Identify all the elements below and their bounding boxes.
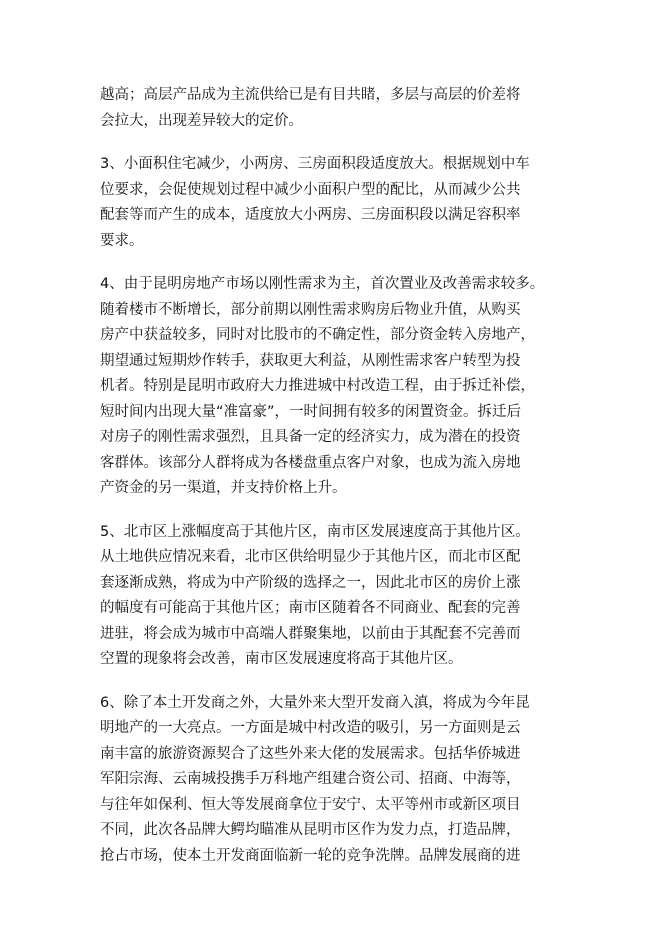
text-line: 空置的现象将会改善，南市区发展速度将高于其他片区。 — [100, 651, 463, 667]
paragraph-1 — [100, 83, 580, 134]
text-line: 与往年如保利、恒大等发展商拿位于安宁、太平等州市或新区项目 — [100, 796, 521, 813]
paragraph-4 — [100, 520, 580, 673]
text-line: 产资金的另一渠道，并支持价格上升。 — [100, 480, 347, 496]
text-line: 6、除了本土开发商之外，大量外来大型开发商入滇，将成为今年昆 — [100, 694, 530, 711]
text-line: 军阳宗海、云南城投携手万科地产组建合资公司、招商、中海等， — [100, 771, 521, 787]
text-line: 4、由于昆明房地产市场以刚性需求为主，首次置业及改善需求较多。 — [100, 276, 545, 292]
text-line: 进驻，将会成为城市中高端人群聚集地，以前由于其配套不完善而 — [100, 625, 521, 642]
text-line: 不同，此次各品牌大鳄均瞄准从昆明市区作为发力点，打造品牌， — [100, 822, 521, 838]
paragraph-3 — [100, 272, 580, 502]
text-line: 明地产的一大亮点。一方面是城中村改造的吸引，另一方面则是云 — [100, 720, 521, 736]
text-line: 从土地供应情况来看，北市区供给明显少于其他片区，而北市区配 — [100, 549, 521, 565]
text-line: 对房子的刚性需求强烈，且具备一定的经济实力，成为潜在的投资 — [100, 429, 521, 445]
text-line: 3、小面积住宅减少，小两房、三房面积段适度放大。根据规划中车 — [100, 156, 530, 172]
text-line: 机者。特别是昆明市政府大力推进城中村改造工程，由于拆迁补偿， — [100, 378, 535, 394]
text-line: 期望通过短期炒作转手，获取更大利益，从刚性需求客户转型为投 — [100, 352, 521, 369]
text-line: 要求。 — [100, 232, 144, 249]
text-line: 南丰富的旅游资源契合了这些外来大佬的发展需求。包括华侨城进 — [100, 745, 521, 762]
document-body — [100, 83, 580, 869]
paragraph-5 — [100, 691, 580, 870]
text-line: 5、北市区上涨幅度高于其他片区，南市区发展速度高于其他片区。 — [100, 523, 530, 540]
text-line: 位要求，会促使规划过程中减少小面积户型的配比，从而减少公共 — [100, 181, 521, 198]
text-line: 短时间内出现大量“准富豪”，一时间拥有较多的闲置资金。拆迁后 — [100, 403, 522, 420]
text-line: 配套等而产生的成本，适度放大小两房、三房面积段以满足容积率 — [100, 207, 521, 223]
paragraph-2 — [100, 152, 580, 254]
text-line: 随着楼市不断增长，部分前期以刚性需求购房后物业升值，从购买 — [100, 301, 521, 318]
text-line: 房产中获益较多，同时对比股市的不确定性，部分资金转入房地产， — [100, 327, 535, 343]
text-line: 会拉大，出现差异较大的定价。 — [100, 112, 303, 129]
text-line: 套逐渐成熟，将成为中产阶级的选择之一，因此北市区的房价上涨 — [100, 574, 521, 591]
text-line: 抢占市场，使本土开发商面临新一轮的竞争洗牌。品牌发展商的进 — [100, 847, 521, 864]
text-line: 的幅度有可能高于其他片区；南市区随着各不同商业、配套的完善 — [100, 600, 521, 616]
text-line: 越高；高层产品成为主流供给已是有目共睹，多层与高层的价差将 — [100, 87, 521, 103]
text-line: 客群体。该部分人群将成为各楼盘重点客户对象，也成为流入房地 — [100, 454, 521, 471]
